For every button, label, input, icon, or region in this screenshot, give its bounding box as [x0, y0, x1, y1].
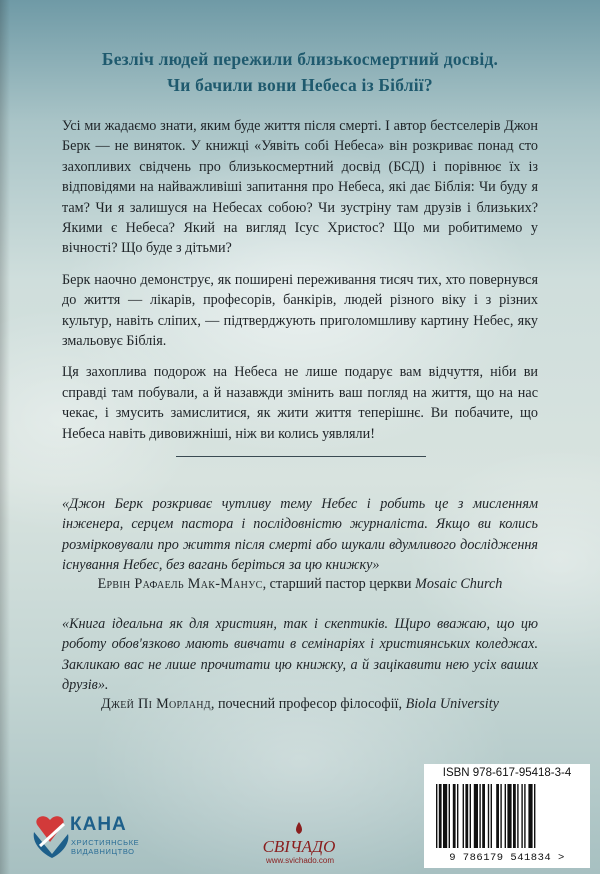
- barcode-icon: [434, 784, 580, 850]
- isbn-barcode: [424, 764, 590, 868]
- paragraph-3: Ця захоплива подорож на Небеса не лише подарує вам відчуття, ніби ви справді там побували, а й назавжди змінить ваш погляд на життя, що на нас чекає, і змусить замислитися, як жити життя теперішнє. Ви побачите, що Небеса навіть дивовижніші, ніж ви колись уявляли!: [62, 364, 538, 442]
- endorsement-quote-2: «Книга ідеальна як для християн, так і скептиків. Щиро вважаю, що цю роботу обов'язково мають вивчати в семінаріях і християнських коледжах. Закликаю вас не лише прочитати цю книжку, а й зацікавити нею усіх ваших друзів».: [62, 616, 538, 694]
- description-text: [62, 116, 538, 455]
- spine-shadow: [0, 0, 10, 874]
- section-divider: [176, 456, 426, 457]
- endorsement-attribution-1: [40, 574, 560, 594]
- headline-line-1: Безліч людей пережили близькосмертний досвід.: [101, 49, 499, 69]
- headline-line-2: Чи бачили вони Небеса із Біблії?: [167, 75, 433, 95]
- endorser-role-1: , старший пастор церкви: [262, 576, 416, 592]
- endorser-role-2: , почесний професор філософії,: [210, 696, 406, 712]
- isbn-label: ISBN 978-617-95418-3-4: [442, 767, 572, 779]
- endorser-org-1: Mosaic Church: [415, 576, 503, 592]
- paragraph-1: Усі ми жадаємо знати, яким буде життя після смерті. І автор бестселерів Джон Берк — не виняток. У книжці «Уявіть собі Небеса» він розкриває понад сто захопливих свідчень про близькосмертний досвід (БСД) і порівнює їх із відповідями на найважливіші запитання про Небеса, які дає Біблія: Чи буду я там? Чи я залишуся на Небесах собою? Чи зустріну там друзів і близьких? Якими є Небеса? Який на вигляд Ісус Христос? Що ми робитимемо у вічності? Що буде з дітьми?: [62, 118, 538, 257]
- endorsement-attribution-2: [40, 694, 560, 714]
- kana-tagline: ХРИСТИЯНСЬКЕ ВИДАВНИЦТВО: [71, 838, 140, 856]
- endorsement-quote-1: «Джон Берк розкриває чутливу тему Небес і робить це з мисленням інженера, серцем пастора і послідовністю журналіста. Якщо ви колись розмірковували про життя після смерті або шукали вдумливого дослідження існування Небес, без вагань беріться за цю книжку»: [62, 496, 538, 574]
- endorser-org-2: Biola University: [405, 696, 499, 712]
- endorser-name-1: Ервін Рафаель Мак-Манус: [97, 576, 263, 592]
- endorser-name-2: Джей Пі Морланд: [101, 696, 211, 712]
- svichado-website: www.svichado.com: [265, 856, 335, 865]
- kana-publisher-name: КАНА: [70, 814, 127, 835]
- paragraph-2: Берк наочно демонструє, як поширені переживання тисяч тих, хто повернувся до життя — лікарів, професорів, банкірів, людей різного віку і з різних культур, навіть сліпих, — підтверджують приголомшливу картину Небес, яку змальовує Біблія.: [62, 271, 538, 350]
- svichado-publisher-name: СВІЧАДО: [262, 837, 336, 856]
- barcode-digits: 9 786179 541834 >: [449, 852, 565, 864]
- headline: [40, 46, 560, 98]
